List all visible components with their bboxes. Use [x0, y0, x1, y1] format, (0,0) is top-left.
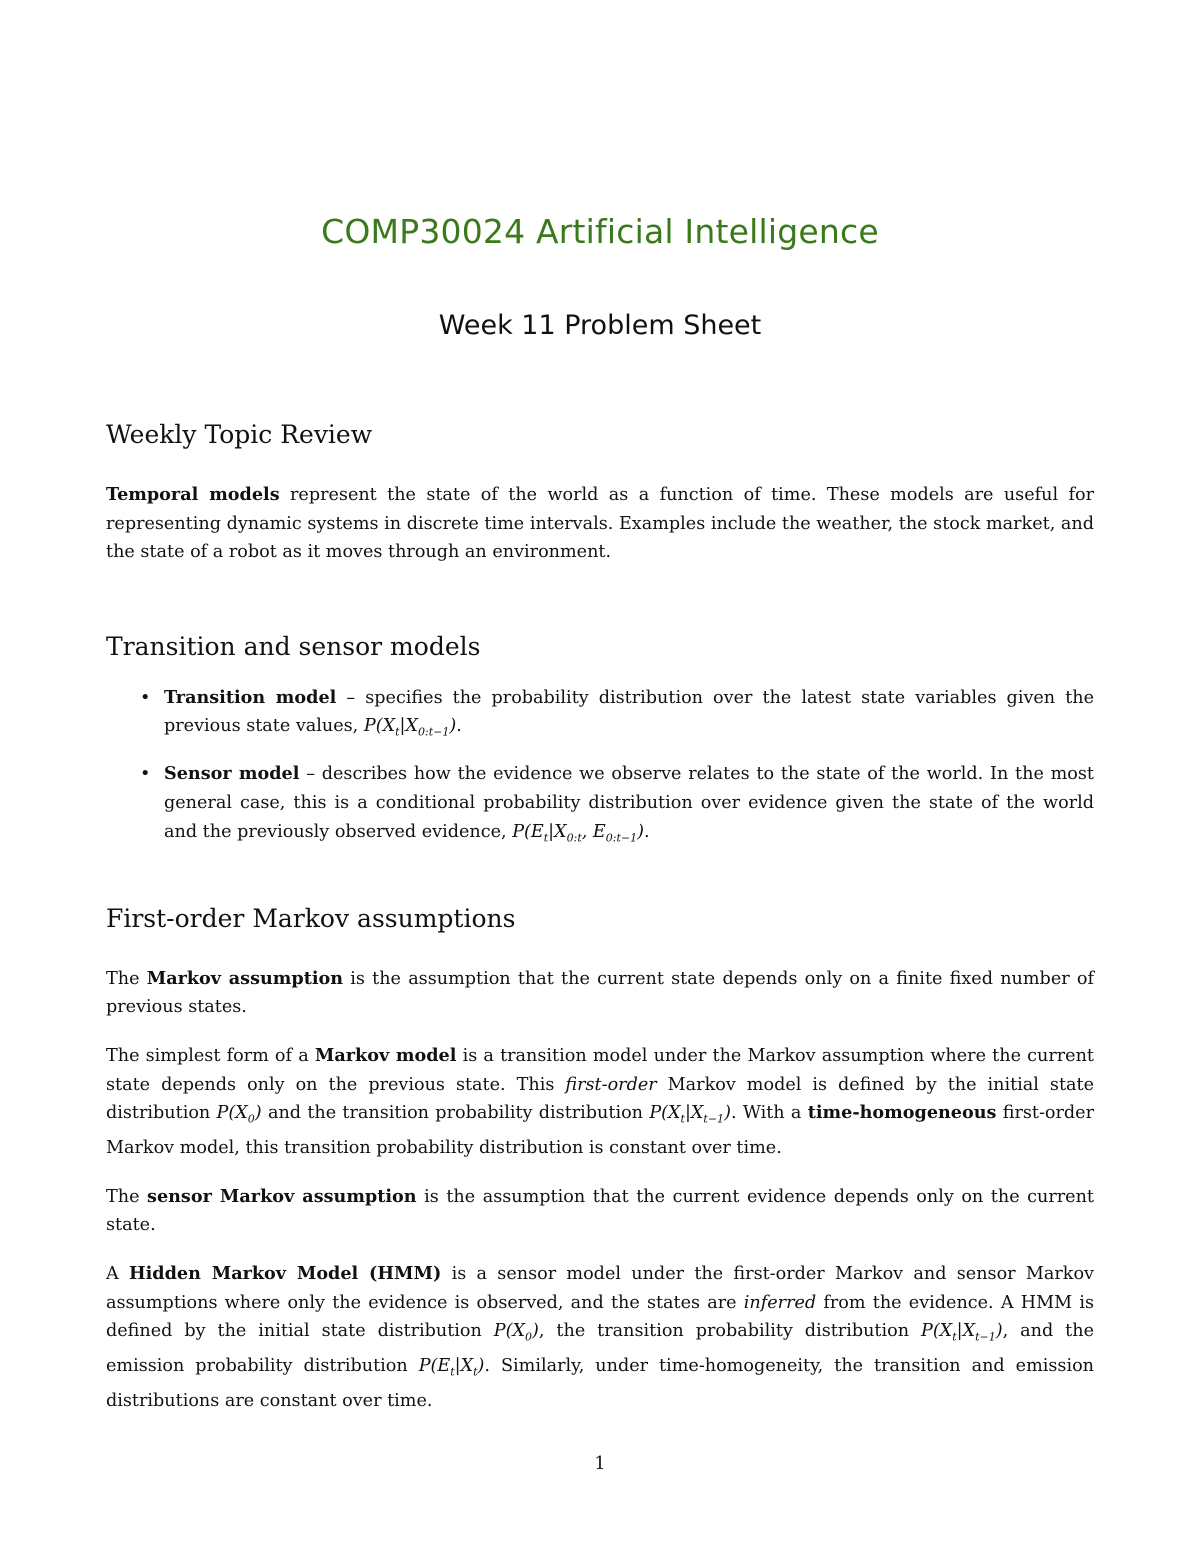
- math-subscript: t: [450, 1365, 455, 1379]
- math-part: P(X: [363, 716, 396, 737]
- formula-transition-distribution: [920, 1321, 1003, 1344]
- formula-transition: [363, 716, 457, 739]
- math-part: ): [532, 1321, 539, 1342]
- math-subscript: 0:t: [566, 831, 582, 845]
- paragraph-text: is a sensor model under the first-order Markov and sensor Markov assumptions where only the evidence is observed, and the states are: [106, 1264, 1094, 1313]
- formula-sensor: [512, 821, 644, 845]
- list-item-transition-model: [106, 684, 1094, 748]
- math-part: ): [449, 716, 457, 737]
- page-number: 1: [594, 1454, 606, 1474]
- term-sensor-markov-assumption: sensor Markov assumption: [147, 1185, 417, 1207]
- paragraph-markov-assumption: [106, 965, 1094, 1022]
- paragraph-text: first-order Markov model, this transition probability distribution is constant over time.: [106, 1103, 1095, 1159]
- paragraph-text: is a transition model under the Markov assumption where the current state depends only on the previous state. This: [106, 1045, 1094, 1095]
- paragraph-text: A: [106, 1264, 129, 1285]
- paragraph-text: . Similarly, under time-homogeneity, the transition and emission distributions are constant over time.: [106, 1356, 1094, 1412]
- math-part: P(X: [493, 1321, 526, 1342]
- document-subtitle: Week 11 Problem Sheet: [438, 310, 762, 341]
- formula-initial-state: [216, 1103, 262, 1126]
- math-part: ): [724, 1103, 731, 1124]
- math-part: ): [637, 821, 644, 842]
- paragraph-hmm: [106, 1260, 1094, 1416]
- formula-transition-distribution: [649, 1103, 731, 1126]
- math-part: |X: [548, 821, 567, 842]
- math-subscript: t: [952, 1330, 957, 1344]
- list-item-text: – specifies the probability distribution over the latest state variables given the previous state values,: [164, 687, 1095, 737]
- formula-initial-state: [493, 1321, 539, 1344]
- math-subscript: 0:t−1: [417, 725, 450, 739]
- list-item-end: .: [456, 716, 462, 737]
- term-first-order: first-order: [565, 1074, 657, 1095]
- term-sensor-model: Sensor model: [164, 763, 300, 785]
- math-part: P(E: [512, 821, 544, 842]
- term-hmm: Hidden Markov Model (HMM): [129, 1263, 442, 1285]
- math-part: , E: [581, 821, 606, 842]
- document-body: [106, 417, 1094, 1416]
- paragraph-text: Markov model is defined by the initial state distribution: [106, 1074, 1095, 1124]
- math-part: ): [995, 1321, 1003, 1342]
- paragraph-text: is the assumption that the current state depends only on a finite fixed number of previous states.: [106, 968, 1094, 1018]
- term-markov-model: Markov model: [314, 1044, 457, 1066]
- paragraph-text: , and the emission probability distribution: [106, 1321, 1094, 1377]
- list-item-sensor-model: [106, 760, 1094, 852]
- term-markov-assumption: Markov assumption: [146, 967, 344, 989]
- math-subscript: 0: [525, 1330, 533, 1344]
- section-heading-markov: First-order Markov assumptions: [106, 903, 516, 933]
- math-part: |X: [454, 1356, 474, 1377]
- paragraph-text: The: [106, 1186, 148, 1207]
- math-part: ): [254, 1103, 262, 1124]
- math-part: P(X: [649, 1103, 681, 1124]
- math-subscript: t−1: [703, 1112, 725, 1126]
- math-subscript: t: [473, 1365, 478, 1379]
- paragraph-text: is the assumption that the current evidence depends only on the current state.: [106, 1186, 1094, 1236]
- paragraph-markov-model: [106, 1042, 1094, 1163]
- document-title: COMP30024 Artificial Intelligence: [321, 212, 879, 251]
- math-part: |X: [399, 716, 418, 737]
- paragraph-text: The: [106, 968, 147, 989]
- math-subscript: t: [543, 831, 549, 845]
- bullet-icon: •: [140, 687, 151, 708]
- term-transition-model: Transition model: [164, 686, 337, 708]
- math-part: P(E: [418, 1356, 451, 1377]
- section-heading-models: Transition and sensor models: [106, 631, 481, 661]
- bullet-icon: •: [140, 764, 151, 785]
- term-temporal-models: Temporal models: [106, 484, 280, 505]
- math-part: |X: [684, 1103, 704, 1124]
- section-heading-review: Weekly Topic Review: [106, 420, 373, 449]
- list-item-text: – describes how the evidence we observe relates to the state of the world. In the most general case, this is a conditional probability distribution over evidence given the state of the world and the previously observed evidence,: [164, 764, 1094, 842]
- math-subscript: 0: [247, 1112, 255, 1126]
- math-subscript: 0:t−1: [605, 831, 638, 845]
- paragraph-text: represent the state of the world as a function of time. These models are useful for representing dynamic systems in discrete time intervals. Examples include the weather, the stock market, and the state of a robot as it moves through an environment.: [106, 485, 1094, 563]
- models-list: [106, 684, 1094, 853]
- term-time-homogeneous: time-homogeneous: [807, 1102, 997, 1124]
- paragraph-text: . With a: [730, 1103, 808, 1124]
- list-item-end: .: [644, 821, 650, 842]
- math-part: P(X: [920, 1321, 953, 1342]
- paragraph-temporal-models: [106, 481, 1094, 567]
- paragraph-text: and the transition probability distribution: [261, 1103, 650, 1124]
- math-part: P(X: [216, 1103, 248, 1124]
- math-part: |X: [956, 1321, 976, 1342]
- paragraph-text: , the transition probability distribution: [538, 1321, 921, 1342]
- math-subscript: t−1: [975, 1330, 996, 1344]
- formula-emission-distribution: [418, 1356, 485, 1379]
- math-subscript: t: [680, 1112, 685, 1126]
- term-inferred: inferred: [743, 1292, 817, 1313]
- paragraph-text: from the evidence. A HMM is defined by the initial state distribution: [106, 1292, 1094, 1342]
- math-subscript: t: [395, 725, 400, 739]
- paragraph-text: The simplest form of a: [106, 1045, 315, 1066]
- paragraph-sensor-markov: [106, 1183, 1094, 1240]
- math-part: ): [477, 1356, 485, 1377]
